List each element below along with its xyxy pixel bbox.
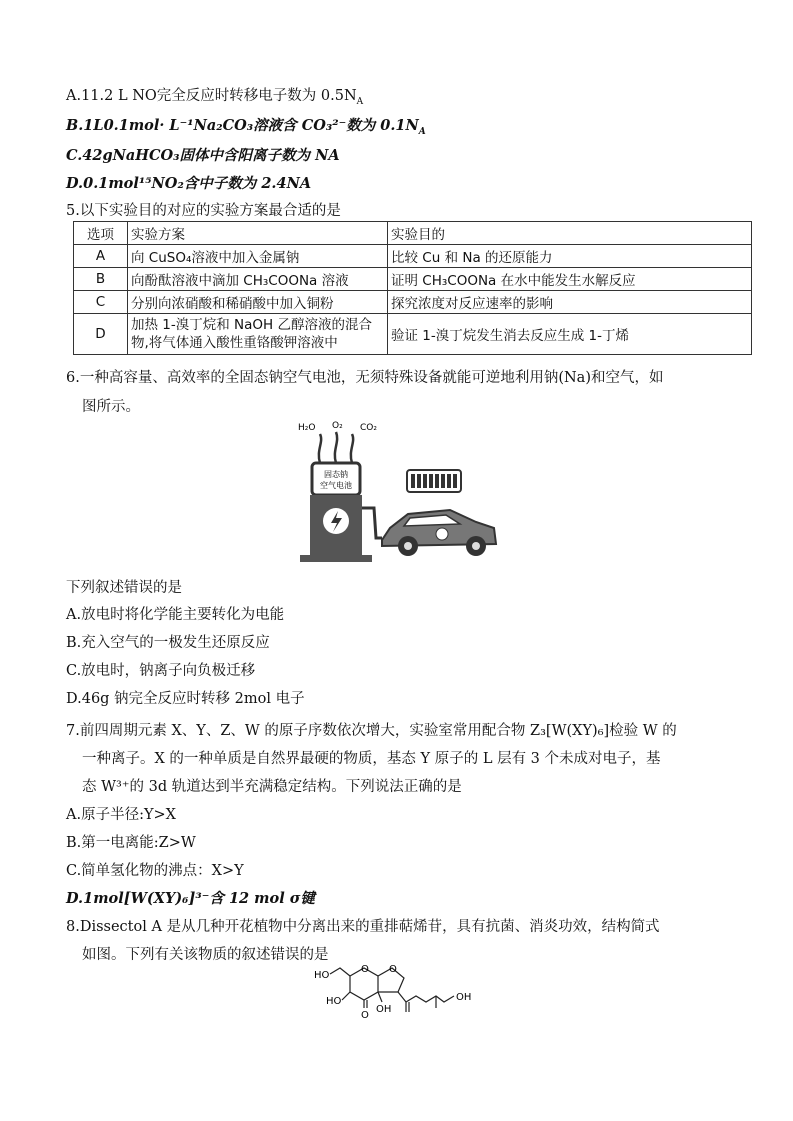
q8-stem-line2: 如图。下列有关该物质的叙述错误的是 <box>82 947 329 963</box>
table-row <box>74 291 752 314</box>
header-goal: 实验目的 <box>388 222 752 245</box>
q8-stem-line1: 8.Dissectol A 是从几种开花植物中分离出来的重排萜烯苷，具有抗菌、消炎功效，结构简式 <box>66 919 660 935</box>
q4-option-b-sub: A <box>418 126 426 137</box>
row-option: D <box>74 314 128 355</box>
h2o-label: H₂O <box>298 423 316 433</box>
pump-label-2: 空气电池 <box>320 481 352 490</box>
header-plan: 实验方案 <box>128 222 388 245</box>
q4-option-d: D.0.1mol¹⁵NO₂含中子数为 2.4NA <box>66 175 312 192</box>
q6-option-a: A.放电时将化学能主要转化为电能 <box>66 607 285 623</box>
row-goal: 验证 1-溴丁烷发生消去反应生成 1-丁烯 <box>388 314 752 355</box>
row-goal: 比较 Cu 和 Na 的还原能力 <box>388 245 752 268</box>
table-row <box>74 314 752 355</box>
q6-option-d: D.46g 钠完全反应时转移 2mol 电子 <box>66 691 305 707</box>
q7-option-a: A.原子半径:Y>X <box>66 807 177 823</box>
q6-option-c: C.放电时，钠离子向负极迁移 <box>66 663 256 679</box>
keto-o-label: O <box>361 1010 369 1021</box>
q4-option-a-sub: A <box>356 96 364 107</box>
row-option: B <box>74 268 128 291</box>
row-goal: 探究浓度对反应速率的影响 <box>388 291 752 314</box>
q4-option-b <box>66 116 426 142</box>
q4-option-b-text: B.1L0.1mol· L⁻¹Na₂CO₃溶液含 CO₃²⁻数为 0.1N <box>66 117 419 134</box>
ho-label-2: HO <box>326 996 342 1007</box>
row-goal: 证明 CH₃COONa 在水中能发生水解反应 <box>388 268 752 291</box>
row-option: A <box>74 245 128 268</box>
q4-option-a-text: A.11.2 L NO完全反应时转移电子数为 0.5N <box>66 88 357 104</box>
table-row <box>74 268 752 291</box>
q5-stem: 5.以下实验目的对应的实验方案最合适的是 <box>66 203 341 219</box>
o2-label: O₂ <box>332 421 343 431</box>
row-plan: 向酚酞溶液中滴加 CH₃COONa 溶液 <box>128 268 388 291</box>
q7-stem-line3: 态 W³⁺的 3d 轨道达到半充满稳定结构。下列说法正确的是 <box>82 779 462 795</box>
co2-label: CO₂ <box>360 423 377 433</box>
q7-option-b: B.第一电离能:Z>W <box>66 835 196 851</box>
q5-table <box>73 221 752 355</box>
q4-option-a <box>66 86 363 112</box>
ring-o-label-1: O <box>361 964 369 975</box>
oh-center-label: OH <box>376 1004 392 1015</box>
ho-label-1: HO <box>314 970 330 981</box>
row-plan: 向 CuSO₄溶液中加入金属钠 <box>128 245 388 268</box>
q6-stem-line2: 图所示。 <box>82 399 140 415</box>
ring-o-label-2: O <box>389 964 397 975</box>
row-plan: 加热 1-溴丁烷和 NaOH 乙醇溶液的混合物,将气体通入酸性重铬酸钾溶液中 <box>128 314 388 355</box>
battery-car-figure <box>290 418 500 568</box>
structure-figure <box>312 962 482 1026</box>
pump-label-1: 固态钠 <box>324 470 348 479</box>
row-option: C <box>74 291 128 314</box>
table-row <box>74 245 752 268</box>
q6-prompt: 下列叙述错误的是 <box>66 580 182 596</box>
q5-table-header <box>74 222 752 245</box>
q4-option-c: C.42gNaHCO₃固体中含阳离子数为 NA <box>66 147 340 164</box>
q7-option-d: D.1mol[W(XY)₆]³⁻含 12 mol σ键 <box>66 890 315 907</box>
row-plan: 分别向浓硝酸和稀硝酸中加入铜粉 <box>128 291 388 314</box>
header-option: 选项 <box>74 222 128 245</box>
q6-option-b: B.充入空气的一极发生还原反应 <box>66 635 270 651</box>
oh-tail-label: OH <box>456 992 472 1003</box>
q7-option-c: C.简单氢化物的沸点：X>Y <box>66 863 244 879</box>
q7-stem-line1: 7.前四周期元素 X、Y、Z、W 的原子序数依次增大，实验室常用配合物 Z₃[W(XY)₆]检验 W 的 <box>66 723 677 739</box>
q7-stem-line2: 一种离子。X 的一种单质是自然界最硬的物质，基态 Y 原子的 L 层有 3 个未成对电子，基 <box>82 751 661 767</box>
q6-stem-line1: 6.一种高容量、高效率的全固态钠空气电池，无须特殊设备就能可逆地利用钠(Na)和空气，如 <box>66 370 664 386</box>
